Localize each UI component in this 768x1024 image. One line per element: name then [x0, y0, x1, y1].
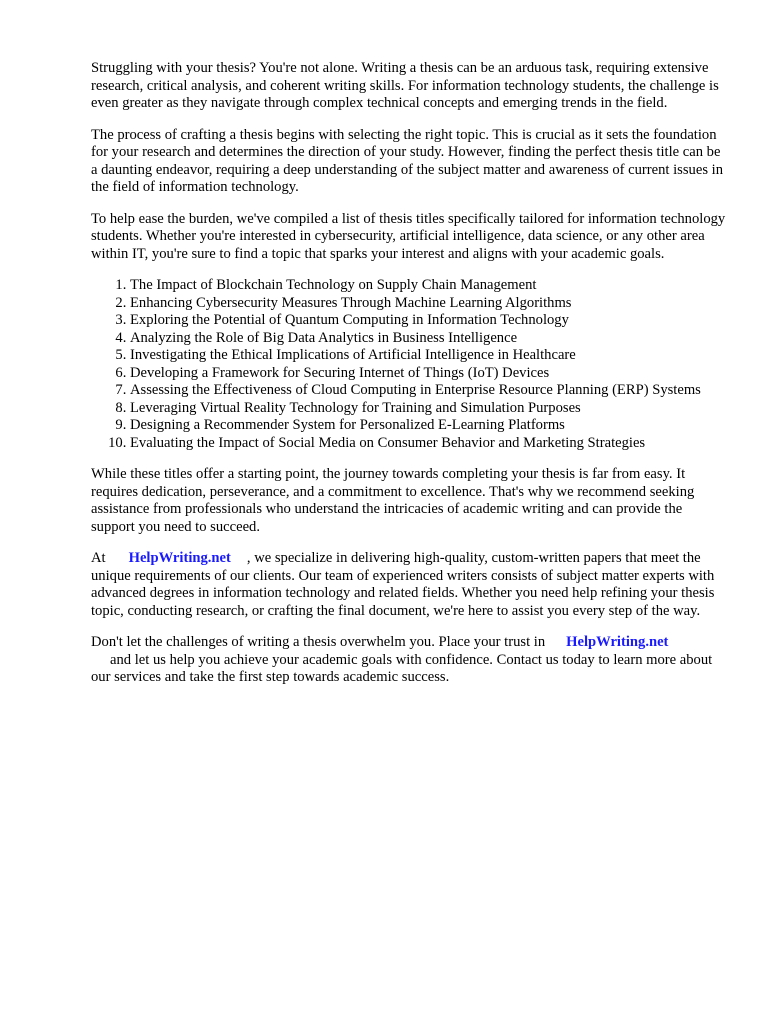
list-item: 8. Leveraging Virtual Reality Technology for Training and Simulation Purposes — [130, 400, 726, 418]
list-item: 1. The Impact of Blockchain Technology on Supply Chain Management — [130, 277, 726, 295]
list-item: 4. Analyzing the Role of Big Data Analytics in Business Intelligence — [130, 330, 726, 348]
document-body — [91, 60, 726, 701]
list-item: 6. Developing a Framework for Securing Internet of Things (IoT) Devices — [130, 365, 726, 383]
topic-selection-paragraph: The process of crafting a thesis begins with selecting the right topic. This is crucial as it sets the foundation for your research and determines the direction of your study. However, finding the perfect thesis title can be a daunting endeavor, requiring a deep understanding of the subject matter and awareness of current issues in the field of information technology. — [91, 126, 723, 195]
helpwriting-link[interactable]: HelpWriting.net — [128, 550, 231, 566]
service-prefix: At — [91, 550, 106, 566]
list-item: 2. Enhancing Cybersecurity Measures Through Machine Learning Algorithms — [130, 295, 726, 313]
service-paragraph — [91, 550, 726, 620]
assistance-paragraph: While these titles offer a starting point, the journey towards completing your thesis is far from easy. It requires dedication, perseverance, and a commitment to excellence. That's why we recommend seeking assistance from professionals who understand the intricacies of academic writing and can provide the support you need to succeed. — [91, 466, 695, 535]
closing-prefix: Don't let the challenges of writing a thesis overwhelm you. Place your trust in — [91, 634, 546, 650]
helpwriting-link[interactable]: HelpWriting.net — [566, 634, 669, 650]
thesis-title-list — [91, 277, 726, 452]
service-text: , we specialize in delivering high-quality, custom-written papers that meet the unique requirements of our clients. Our team of experienced writers consists of subject matter experts with advanced degrees in information technology and related fields. Whether you need help refining your thesis topic, conducting research, or crafting the final document, we're here to assist you every step of the way. — [91, 550, 715, 619]
intro-paragraph: Struggling with your thesis? You're not alone. Writing a thesis can be an arduous task, requiring extensive research, critical analysis, and coherent writing skills. For information technology students, the challenge is even greater as they navigate through complex technical concepts and emerging trends in the field. — [91, 60, 719, 111]
closing-paragraph — [91, 634, 726, 687]
closing-text: and let us help you achieve your academic goals with confidence. Contact us today to learn more about our services and take the first step towards academic success. — [91, 651, 713, 685]
list-item: 10. Evaluating the Impact of Social Media on Consumer Behavior and Marketing Strategies — [130, 435, 726, 453]
list-item: 7. Assessing the Effectiveness of Cloud Computing in Enterprise Resource Planning (ERP) Systems — [130, 382, 726, 400]
list-item: 3. Exploring the Potential of Quantum Computing in Information Technology — [130, 312, 726, 330]
list-intro-paragraph: To help ease the burden, we've compiled a list of thesis titles specifically tailored for information technology students. Whether you're interested in cybersecurity, artificial intelligence, data science, or any other area within IT, you're sure to find a topic that sparks your interest and aligns with your academic goals. — [91, 210, 726, 262]
list-item: 9. Designing a Recommender System for Personalized E-Learning Platforms — [130, 417, 726, 435]
list-item: 5. Investigating the Ethical Implications of Artificial Intelligence in Healthcare — [130, 347, 726, 365]
